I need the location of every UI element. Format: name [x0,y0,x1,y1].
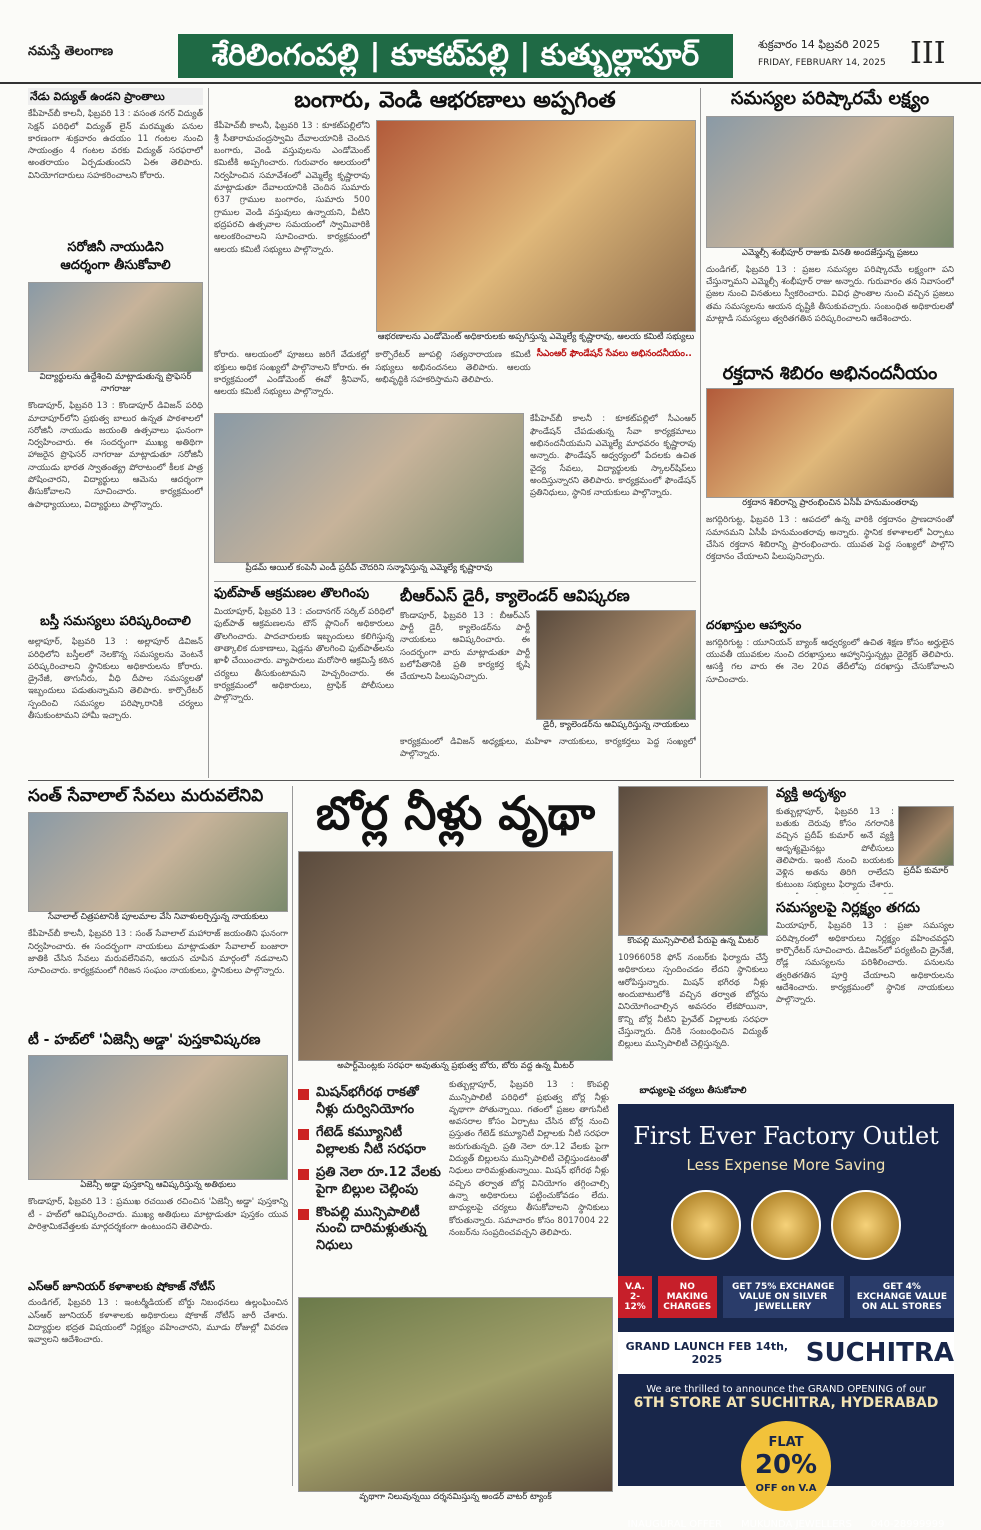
ad-launch-bar [618,1332,954,1374]
ring-icon [751,1190,821,1260]
ad-phone[interactable]: 040-28999999 [870,1519,945,1530]
article-brs: కొండాపూర్, ఫిబ్రవరి 13 : బీఆర్‌ఎస్ పార్టీ డైరీ, క్యాలెండర్‌ను పార్టీ నాయకులు ఆవిష్కరించారు. ఈ సందర్భంగా వారు మాట్లాడుతూ పార్టీ బలోపేతానికి ప్రతి కార్యకర్త కృషి చేయాలని పిలుపునిచ్చారు. [400,610,530,683]
headline-problems: సమస్యల పరిష్కారమే లక్ష్యం [730,88,930,109]
photo-felicitation [214,413,524,563]
caption-felicitation: ప్రీడమ్ ఆయిల్ కంపెనీ ఎండీ ప్రదీప్ చౌదరిని సన్మానిస్తున్న ఎమ్మెల్యే కృష్ణారావు [245,563,493,574]
headline-blood: రక్తదాన శిబిరం అభినందనీయం [722,362,938,384]
bullet-list [298,1079,443,1289]
exchange-badge-all: GET 4% EXCHANGE VALUE ON ALL STORES [850,1276,954,1318]
subhead-action: బాధ్యులపై చర్యలు తీసుకోవాలి [639,1086,747,1096]
caption-missing-person: ప్రదీప్ కుమార్ [903,865,949,876]
no-making-badge: NO MAKING CHARGES [658,1276,717,1318]
article-thub: కొండాపూర్, ఫిబ్రవరి 13 : ప్రముఖ రచయిత రచించిన 'ఏజెన్సీ అడ్డా' పుస్తకాన్ని టీ - హబ్‌లో ఆవిష్కరించారు. ముఖ్య అతిథులు మాట్లాడుతూ పుస్తకం యువ పారిశ్రామికవేత్తలకు మార్గదర్శకంగా ఉంటుందని తెలిపారు. [28,1197,288,1232]
column-center [214,88,696,826]
ad-footer [618,1519,954,1530]
photo-jewels [376,120,696,332]
column-divider-lower [292,786,293,1486]
column-right [706,88,954,747]
flat-label: FLAT [768,1435,804,1450]
headline-power-cut: నేడు విద్యుత్ ఉండని ప్రాంతాలు [28,88,203,105]
photo-sevalal [28,812,288,912]
caption-jewels: ఆభరణాలను ఎండోమెంట్ అధికారులకు అప్పగిస్తున్న ఎమ్మెల్యే కృష్ణారావు, ఆలయ కమిటీ సభ్యులు [377,332,695,343]
photo-brs [536,610,696,720]
caption-meter: కొంపల్లి మున్సిపాలిటీ పేరుపై ఉన్న మీటర్ [627,936,759,946]
headline-sarojini-a: సరోజినీ నాయుడిని [67,240,164,256]
newspaper-name: నమస్తే తెలంగాణ [28,44,114,59]
headline-missing: వ్యక్తి అదృశ్యం [776,786,847,801]
headline-negligence: సమస్యలపై నిర్లక్ష్యం తగదు [776,899,920,916]
article-cmr: కేపీహెచ్‌బీ కాలనీ : కూకట్‌పల్లిలో సీఎంఆర్ ఫౌండేషన్ చేపడుతున్న సేవా కార్యక్రమాలు అభినందనీయమని ఎమ్మెల్యే మాధవరం కృష్ణారావు అన్నారు. ఫౌండేషన్ ఆధ్వర్యంలో పేదలకు ఉచిత వైద్య సేవలు, విద్యార్థులకు స్కాలర్‌షిప్‌లు అందిస్తున్నారని తెలిపారు. కార్యక్రమంలో ఫౌండేషన్ ప్రతినిధులు, స్థానిక నాయకులు పాల్గొన్నారు. [530,414,696,499]
column-divider [208,88,209,778]
ring-icon [831,1190,901,1260]
section-banner: శేరిలింగంపల్లి | కూకట్‌పల్లి | కుత్బుల్లాపూర్ [178,34,733,78]
date-telugu: శుక్రవారం 14 ఫిబ్రవరి 2025 [758,38,881,51]
va-badge: V.A. 2-12% [618,1276,652,1318]
headline-applications: దరఖాస్తుల ఆహ్వానం [706,618,802,633]
article-bore-a: కుత్బుల్లాపూర్, ఫిబ్రవరి 13 : కొంపల్లి మున్సిపాలిటీ పరిధిలో ప్రభుత్వ బోర్ల నీళ్లు వృథాగా పోతున్నాయి. గతంలో ప్రజల తాగునీటి అవసరాల కోసం ఏర్పాటు చేసిన బోర్ల నుంచి ప్రస్తుతం గేటెడ్ కమ్యూనిటీ విల్లాలకు నీటి సరఫరా జరుగుతున్నది. ప్రతి నెలా రూ.12 వేలకు పైగా విద్యుత్ బిల్లులను మున్సిపాలిటీ చెల్లిస్తుండటంతో నిధులు దారిమళ్లుతున్నాయి. మిషన్ భగీరథ నీళ్లు వచ్చిన తర్వాత బోర్ల వినియోగం తగ్గించాల్సి ఉన్నా అధికారులు పట్టించుకోవడం లేదు. బాధ్యులపై చర్యలు తీసుకోవాలని స్థానికులు కోరుతున్నారు. సమాచారం కోసం 8017004 22 నంబర్‌ను సంప్రదించవచ్చని తెలిపారు. [449,1080,609,1238]
caption-sevalal: సేవాలాల్ చిత్రపటానికి పూలమాల వేసి నివాళులర్పిస్తున్న నాయకులు [47,912,269,923]
article-problems: దుండిగల్, ఫిబ్రవరి 13 : ప్రజల సమస్యల పరిష్కారమే లక్ష్యంగా పని చేస్తున్నామని ఎమ్మెల్సీ శంభీపూర్ రాజు అన్నారు. గురువారం తన నివాసంలో ప్రజల నుంచి వినతులు స్వీకరించారు. వివిధ ప్రాంతాల నుంచి వచ్చిన ప్రజలు తమ సమస్యలను ఆయన దృష్టికి తీసుకువచ్చారు. సంబంధిత అధికారులతో మాట్లాడి సమస్యలు త్వరితగతిన పరిష్కరించాలని ఆదేశించారు. [706,264,954,324]
article-brs-cont: కార్యక్రమంలో డివిజన్ అధ్యక్షులు, మహిళా నాయకులు, కార్యకర్తలు పెద్ద సంఖ్యలో పాల్గొన్నారు. [400,736,696,759]
headline-sarojini-b: ఆదర్శంగా తీసుకోవాలి [60,258,171,274]
ad-store: 6TH STORE AT SUCHITRA, HYDERABAD [633,1395,939,1411]
page-divider [28,780,954,781]
photo-meter [618,786,768,936]
flat-value: 20% [754,1450,818,1480]
headline-thub: టీ - హబ్‌లో 'ఏజెన్సీ అడ్డా' పుస్తకావిష్కరణ [28,1032,261,1049]
caption-tank: వృథాగా నిలువున్నయి దర్శనమిస్తున్న అండర్ వాటర్ ట్యాంక్ [359,1492,552,1503]
photo-blood [706,388,954,498]
headline-footpath: ఫుట్‌పాత్ ఆక్రమణల తొలగింపు [214,586,370,602]
column-lower-left [28,786,288,1407]
ad-title: First Ever Factory Outlet [633,1122,939,1150]
date-english: FRIDAY, FEBRUARY 14, 2025 [758,58,886,68]
exchange-badge-silver: GET 75% EXCHANGE VALUE ON SILVER JEWELLERY [723,1276,844,1318]
headline-jewels: బంగారు, వెండి ఆభరణాలు అప్పగింత [294,88,616,113]
jeweller-logo: MUKUNDA JEWELLERS [741,1519,852,1530]
headline-cmr: సీఎంఆర్ ఫౌండేషన్ సేవలు అభినందనీయం.. [536,349,692,360]
column-left [28,88,203,866]
article-jewels-b: కోరారు. ఆలయంలో పూజలు జరిగే వేడుకల్లో భక్తులు అధిక సంఖ్యలో పాల్గొనాలని కోరారు. ఈ కార్యక్రమంలో ఎండోమెంట్ ఈవో శ్రీనివాస్, ఆలయ కమిటీ సభ్యులు పాల్గొన్నారు. [214,350,370,398]
article-blood: జగద్గిరిగుట్ట, ఫిబ్రవరి 13 : ఆపదలో ఉన్న వారికి రక్తదానం ప్రాణదానంతో సమానమని ఏసీపీ హనుమంతరావు అన్నారు. స్థానిక కళాశాలలో ఏర్పాటు చేసిన రక్తదాన శిబిరాన్ని ప్రారంభించారు. యువత పెద్ద సంఖ్యలో పాల్గొని రక్తదానం చేయాలని పిలుపునిచ్చారు. [706,515,954,563]
advertisement[interactable] [618,1104,954,1530]
headline-brs: బీఆర్‌ఎస్ డైరీ, క్యాలెండర్ ఆవిష్కరణ [400,586,630,606]
article-sarojini: కొండాపూర్, ఫిబ్రవరి 13 : కొండాపూర్ డివిజన్ పరిధి మాదాపూర్‌లోని ప్రభుత్వ బాలుర ఉన్నత పాఠశాలలో సరోజినీ నాయుడు జయంతి ఉత్సవాలు ఘనంగా నిర్వహించారు. ఈ సందర్భంగా ముఖ్య అతిథిగా హాజరైన ప్రొఫెసర్ నాగరాజు మాట్లాడుతూ సరోజినీ నాయుడు భారత స్వాతంత్య్ర పోరాటంలో కీలక పాత్ర పోషించారని, విద్యార్థులు ఆమెను ఆదర్శంగా తీసుకోవాలని సూచించారు. కార్యక్రమంలో ఉపాధ్యాయులు, విద్యార్థులు పాల్గొన్నారు. [28,401,203,510]
column-lower-right [776,786,954,1070]
headline-basti: బస్తీ సమస్యలు పరిష్కరించాలి [40,614,191,630]
ad-subtitle: Less Expense More Saving [686,1156,886,1174]
column-bore-side [618,786,768,1097]
photo-tank [298,1297,613,1492]
photo-petition [706,116,954,248]
caption-brs: డైరీ, క్యాలెండర్‌ను ఆవిష్కరిస్తున్న నాయకులు [543,719,689,730]
bullet-item: ప్రతి నెలా రూ.12 వేలకు పైగా బిల్లుల చెల్లింపు [298,1165,443,1199]
article-jewels-c: కార్పొరేటర్ జూపల్లి సత్యనారాయణ కమిటీ సభ్యులు అభినందనలు తెలిపారు. ఆలయ అభివృద్ధికి సహకరిస్తామని తెలిపారు. [375,350,531,386]
bullet-item: గేటెడ్ కమ్యూనిటీ విల్లాలకు నీటి సరఫరా [298,1125,443,1159]
headline-sevalal: సంత్ సేవాలాల్ సేవలు మరువలేనివి [28,786,264,806]
ad-badges [618,1276,954,1318]
inaugural-offer: INAUGURAL OFFER [627,1519,722,1530]
page-number: III [910,36,946,71]
article-showcause: దుండిగల్, ఫిబ్రవరి 13 : ఇంటర్మీడియట్ బోర్డు నిబంధనలు ఉల్లంఘించిన ఎస్‌ఆర్ జూనియర్ కళాశాలకు అధికారులు షోకాజ్ నోటీస్ జారీ చేశారు. విద్యార్థుల భద్రత విషయంలో నిర్లక్ష్యం వహించారని, మూడు రోజుల్లో వివరణ ఇవ్వాలని ఆదేశించారు. [28,1298,288,1346]
column-bore-story [298,786,613,1504]
bullet-item: కొంపల్లి మున్సిపాలిటీ నుంచి దారిమళ్లుతున్న నిధులు [298,1205,443,1256]
article-negligence: మియాపూర్, ఫిబ్రవరి 13 : ప్రజా సమస్యల పరిష్కారంలో అధికారులు నిర్లక్ష్యం వహించవద్దని కార్పొరేటర్ సూచించారు. డివిజన్‌లో పర్యటించి డ్రైనేజీ, రోడ్ల సమస్యలను పరిశీలించారు. పనులను త్వరితగతిన పూర్తి చేయాలని అధికారులను ఆదేశించారు. కార్యక్రమంలో స్థానిక నాయకులు పాల్గొన్నారు. [776,921,954,1006]
article-applications: జగద్గిరిగుట్ట : యూనియన్ బ్యాంక్ ఆధ్వర్యంలో ఉచిత శిక్షణ కోసం అర్హులైన యువతీ యువకుల నుంచి దరఖాస్తులు ఆహ్వానిస్తున్నట్లు డైరెక్టర్ తెలిపారు. ఆసక్తి గల వారు ఈ నెల 20వ తేదీలోపు దరఖాస్తు చేసుకోవాలని సూచించారు. [706,637,954,685]
photo-bore [298,851,613,1061]
article-bore-b: 10966058 ఫోన్ నంబర్‌కు ఫిర్యాదు చేస్తే అధికారులు స్పందించడం లేదని స్థానికులు ఆరోపిస్తున్నారు. మిషన్ భగీరథ నీళ్లు అందుబాటులోకి వచ్చిన తర్వాత బోర్లను వినియోగించాల్సిన అవసరం లేకపోయినా, కొన్ని బోర్ల నీటిని ప్రైవేట్ విల్లాలకు సరఫరా చేస్తున్నారు. దీనికి సంబంధించిన విద్యుత్ బిల్లులు మున్సిపాలిటీ చెల్లిస్తున్నది. [618,953,768,1050]
article-footpath: మియాపూర్, ఫిబ్రవరి 13 : చందానగర్ సర్కిల్ పరిధిలో ఫుట్‌పాత్ ఆక్రమణలను టౌన్ ప్లానింగ్ అధికారులు తొలగించారు. పాదచారులకు ఇబ్బందులు కలిగిస్తున్న తాత్కాలిక దుకాణాలు, షెడ్లను తొలగించి ఫుట్‌పాత్‌లను ఖాళీ చేయించారు. వ్యాపారులు మరోసారి ఆక్రమిస్తే కఠిన చర్యలు తీసుకుంటామని హెచ్చరించారు. ఈ కార్యక్రమంలో అధికారులు, ట్రాఫిక్ పోలీసులు పాల్గొన్నారు. [214,606,394,704]
ad-flat-offer [741,1421,831,1511]
launch-date: GRAND LAUNCH FEB 14th, 2025 [625,1340,789,1366]
caption-petition: ఎమ్మెల్సీ శంభీపూర్ రాజుకు వినతి అందజేస్తున్న ప్రజలు [741,247,919,258]
ad-jewel-row [618,1190,954,1260]
article-power-cut: కేపీహెచ్‌బీ కాలనీ, ఫిబ్రవరి 13 : వసంత నగర్ విద్యుత్ సెక్షన్ పరిధిలో విద్యుత్ లైన్ మరమ్మతు పనుల కారణంగా శుక్రవారం ఉదయం 11 గంటల నుంచి సాయంత్రం 4 గంటల వరకు విద్యుత్ సరఫరాలో అంతరాయం ఏర్పడుతుందని ఏఈ తెలిపారు. వినియోగదారులు సహకరించాలని కోరారు. [28,109,203,181]
ring-icon [671,1190,741,1260]
caption-blood: రక్తదాన శిబిరాన్ని ప్రారంభించిన ఏసీపీ హనుమంతరావు [742,498,918,509]
column-divider-right [700,88,701,778]
caption-thub: ఏజెన్సీ అడ్డా పుస్తకాన్ని ఆవిష్కరిస్తున్న అతిథులు [80,1180,236,1191]
bullet-item: మిషన్‌భగీరథ రాకతో నీళ్లు దుర్వినియోగం [298,1085,443,1119]
photo-missing-person [898,806,954,866]
ad-brand: SUCHITRA [805,1338,954,1368]
article-basti: అల్లాపూర్, ఫిబ్రవరి 13 : అల్లాపూర్ డివిజన్ పరిధిలోని బస్తీలలో నెలకొన్న సమస్యలను వెంటనే పరిష్కరించాలని స్థానికులు అధికారులను కోరారు. డ్రైనేజీ, తాగునీరు, వీధి దీపాల సమస్యలతో ఇబ్బందులు పడుతున్నామని తెలిపారు. కార్పొరేటర్ స్పందించి సమస్యల పరిష్కారానికి చర్యలు తీసుకుంటామని హామీ ఇచ్చారు. [28,637,203,722]
section-divider [214,581,696,582]
headline-bore-water: బోర్ల నీళ్లు వృథా [315,786,596,840]
article-missing: కుత్బుల్లాపూర్, ఫిబ్రవరి 13 : బతుకు దెరువు కోసం నగరానికి వచ్చిన ప్రదీప్ కుమార్ అనే వ్యక్తి అదృశ్యమైనట్లు పోలీసులు తెలిపారు. ఇంటి నుంచి బయటకు వెళ్లిన అతను తిరిగి రాలేదని కుటుంబ సభ్యులు ఫిర్యాదు చేశారు. [776,806,894,891]
ad-invite: We are thrilled to announce the GRAND OPENING of our [646,1384,926,1395]
article-sevalal: కేపీహెచ్‌బీ కాలనీ, ఫిబ్రవరి 13 : సంత్ సేవాలాల్ మహారాజ్ జయంతిని ఘనంగా నిర్వహించారు. ఈ సందర్భంగా నాయకులు మాట్లాడుతూ సేవాలాల్ బంజారా జాతికి చేసిన సేవలు మరువలేనివని, ఆయన చూపిన మార్గంలో నడవాలని సూచించారు. కార్యక్రమంలో గిరిజన సంఘం నాయకులు, స్థానికులు పాల్గొన్నారు. [28,929,288,977]
caption-bore: అపార్ట్‌మెంట్లకు సరఫరా అవుతున్న ప్రభుత్వ బోరు, బోరు వద్ద ఉన్న మీటర్ [337,1061,574,1072]
headline-showcause: ఎస్‌ఆర్ జూనియర్ కళాశాలకు షోకాజ్ నోటీస్ [28,1280,216,1294]
caption-students: విద్యార్థులను ఉద్దేశించి మాట్లాడుతున్న ప్రొఫెసర్ నాగరాజు [39,372,192,395]
article-jewels-a: కేపీహెచ్‌బీ కాలనీ, ఫిబ్రవరి 13 : కూకట్‌పల్లిలోని శ్రీ సీతారామచంద్రస్వామి దేవాలయానికి చెందిన బంగారు, వెండి వస్తువులను ఎండోమెంట్ కమిటీకి అప్పగించారు. గురువారం ఆలయంలో నిర్వహించిన సమావేశంలో ఎమ్మెల్యే కృష్ణారావు మాట్లాడుతూ దేవాలయానికి చెందిన సుమారు 637 గ్రాముల బంగారం, సుమారు 500 గ్రాముల వెండి వస్తువులు ఉన్నాయని, వీటిని భద్రపరచి ఉత్సవాల సమయంలో స్వామివారికి అలంకరించాలని సూచించారు. కార్యక్రమంలో ఆలయ కమిటీ సభ్యులు పాల్గొన్నారు. [214,121,370,255]
flat-sub: OFF on V.A [755,1483,817,1494]
photo-students [28,282,203,372]
photo-thub [28,1055,288,1180]
